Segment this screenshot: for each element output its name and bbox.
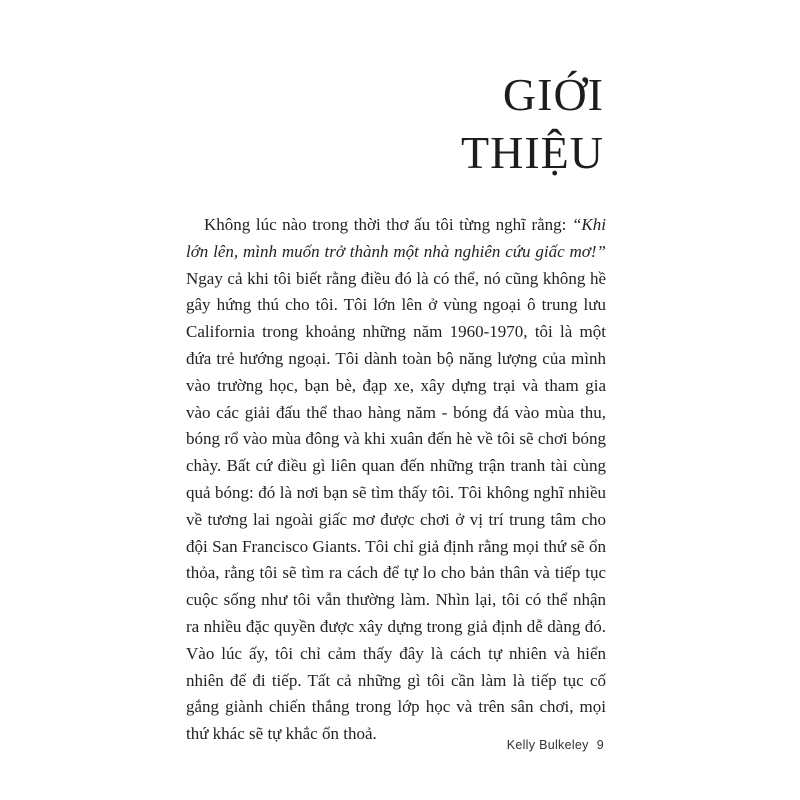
chapter-title-line-2: THIỆU xyxy=(461,127,604,178)
body-text-segment-1: Không lúc nào trong thời thơ ấu tôi từng nghĩ rằng: xyxy=(204,215,572,234)
body-paragraph xyxy=(186,212,606,748)
page-footer xyxy=(507,738,604,752)
footer-author: Kelly Bulkeley xyxy=(506,738,589,752)
body-text-segment-2: Ngay cả khi tôi biết rằng điều đó là có thể, nó cũng không hề gây hứng thú cho tôi. Tôi lớn lên ở vùng ngoại ô trung lưu California trong khoảng những năm 1960-1970, tôi là một đứa trẻ hướng ngoại. Tôi dành toàn bộ năng lượng của mình vào trường học, bạn bè, đạp xe, xây dựng trại và tham gia vào các giải đấu thể thao hàng năm - bóng đá vào mùa thu, bóng rổ vào mùa đông và khi xuân đến hè về tôi sẽ chơi bóng chày. Bất cứ điều gì liên quan đến những trận tranh tài cùng quả bóng: đó là nơi bạn sẽ tìm thấy tôi. Tôi không nghĩ nhiều về tương lai ngoài giấc mơ được chơi ở vị trí trung tâm cho đội San Francisco Giants. Tôi chỉ giả định rằng mọi thứ sẽ ổn thỏa, rằng tôi sẽ tìm ra cách để tự lo cho bản thân và tiếp tục cuộc sống như tôi vẫn thường làm. Nhìn lại, tôi có thể nhận ra nhiều đặc quyền được xây dựng trong giả định dễ dàng đó. Vào lúc ấy, tôi chỉ cảm thấy đây là cách tự nhiên và hiển nhiên để đi tiếp. Tất cả những gì tôi cần làm là tiếp tục cố gắng giành chiến thắng trong lớp học và trên sân chơi, mọi thứ khác sẽ tự khắc ổn thoả. xyxy=(186,268,606,744)
chapter-title-line-1: GIỚI xyxy=(502,69,604,120)
page-number: 9 xyxy=(596,738,604,752)
chapter-title xyxy=(461,66,604,182)
body-quote: “Khi lớn lên, mình muốn trở thành một nhà nghiên cứu giấc mơ!” xyxy=(186,215,606,261)
